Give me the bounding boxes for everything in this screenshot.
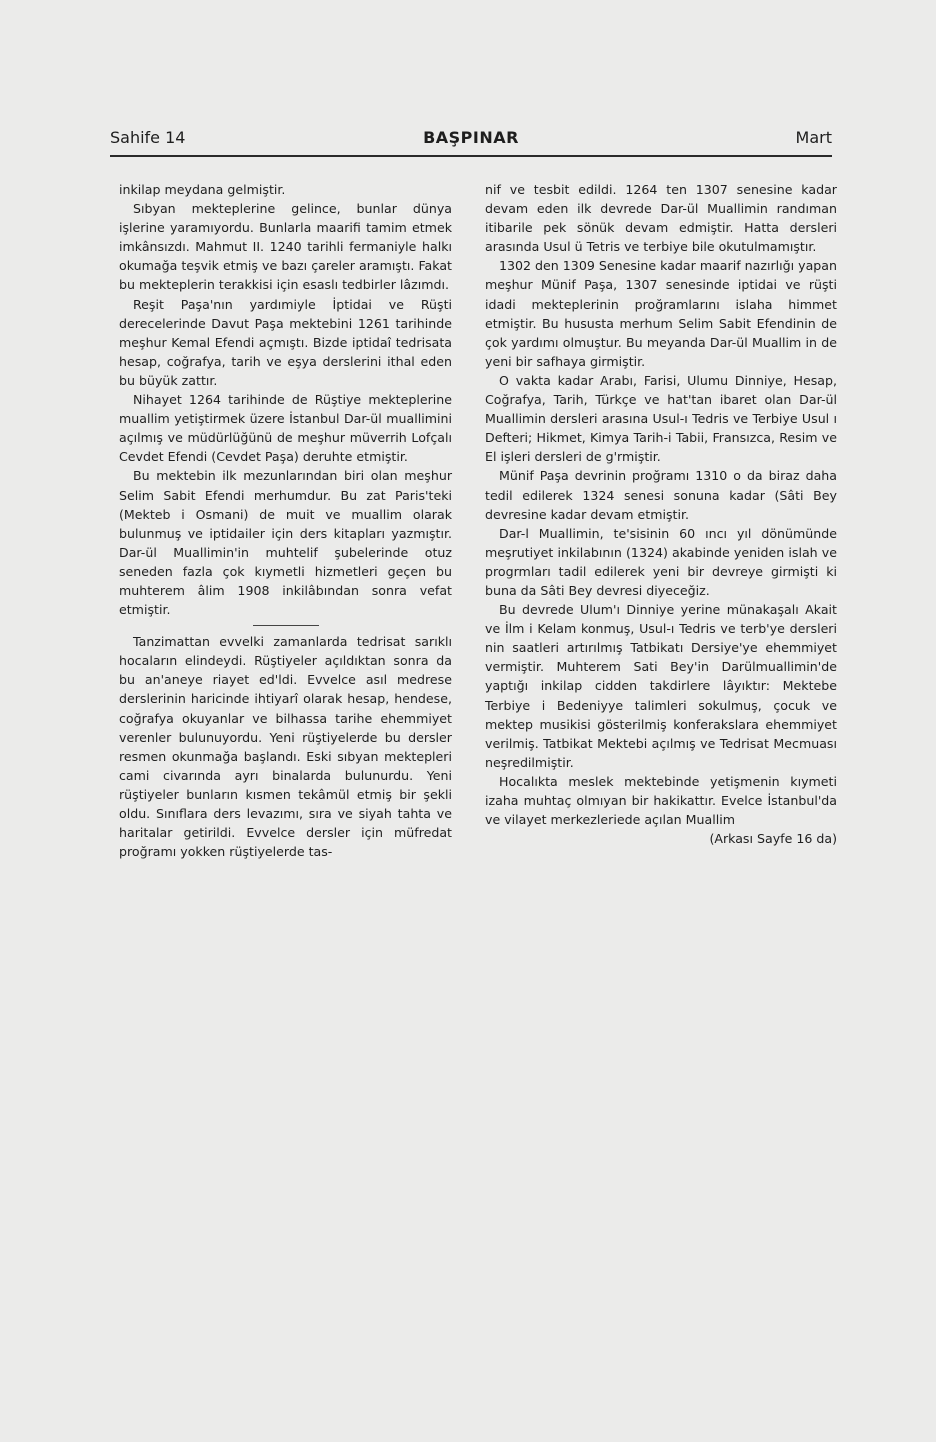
- publication-title: BAŞPINAR: [423, 128, 519, 147]
- paragraph: inkilap meydana gelmiştir.: [119, 182, 286, 197]
- page-header: [110, 128, 832, 158]
- paragraph: nif ve tesbit edildi. 1264 ten 1307 senesine kadar devam eden ilk devrede Dar-ül Muallimin randıman itibarile pek sönük devam edmiştir. Hatta dersleri arasında Usul ü Tetris ve terbiye bile okutulmamıştır.: [485, 182, 837, 255]
- paragraph: Reşit Paşa'nın yardımiyle İptidai ve Rüşti derecelerinde Davut Paşa mektebini 1261 tarihinde meşhur Kemal Efendi açmıştı. Bizde iptidaî tedrisata hesap, coğrafya, tarih ve eşya derslerini ithal eden bu büyük zattır.: [119, 296, 452, 388]
- paragraph: Bu mektebin ilk mezunlarından biri olan meşhur Selim Sabit Efendi merhumdur. Bu zat Paris'teki (Mekteb i Osmani) de muit ve muallim olarak bulunmuş ve iptidailer için ders kitapları yazmıştır. Dar-ül Muallimin'in muhtelif şubelerinde otuz seneden fazla çok kıymetli hizmetleri geçen bu muhterem âlim 1908 inkilâbından sonra vefat etmiştir.: [119, 468, 452, 618]
- right-column: [485, 180, 837, 1320]
- header-rule: [110, 155, 832, 157]
- issue-month: Mart: [795, 128, 832, 147]
- paragraph: Tanzimattan evvelki zamanlarda tedrisat sarıklı hocaların elindeydi. Rüştiyeler açıldıktan sonra da bu an'aneye riayet ed'ldi. Evvelce asıl medrese derslerinin haricinde ihtiyarî olarak hesap, hendese, coğrafya okuyanlar ve bilhassa tarihe ehemmiyet verenler bulunuyordu. Yeni rüştiyelerde bu dersler resmen okunmağa başlandı. Eski sıbyan mektepleri cami civarında ayrı binalarda bulunurdu. Yeni rüştiyeler bunların kısmen tekâmül etmiş bir şekli oldu. Sınıflara ders levazımı, sıra ve siyah tahta ve haritalar getirildi. Evvelce dersler için müfredat proğramı yokken rüştiyelerde tas-: [119, 634, 452, 860]
- paragraph: Dar-l Muallimin, te'sisinin 60 ıncı yıl dönümünde meşrutiyet inkilabının (1324) akabinde yeniden islah ve progrmları tadil edilerek yeni bir devreye girmişti ki buna da Sâti Bey devresi diyeceğiz.: [485, 525, 837, 598]
- section-divider: [253, 625, 319, 626]
- continuation-note: (Arkası Sayfe 16 da): [709, 831, 837, 847]
- page-number-label: Sahife 14: [110, 128, 186, 147]
- paragraph: Sıbyan mekteplerine gelince, bunlar dünya işlerine yaramıyordu. Bunlarla maarifi tamim etmek imkânsızdı. Mahmut II. 1240 tarihli fermaniyle halkı okumağa teşvik etmiş ve bazı çareler aramıştı. Fakat bu mekteplerin terakkisi için esaslı tedbirler lâzımdı.: [119, 201, 452, 293]
- paragraph: 1302 den 1309 Senesine kadar maarif nazırlığı yapan meşhur Münif Paşa, 1307 senesinde iptidai ve rüşti idadi mekteplerinin proğramlarını islaha himmet etmiştir. Bu hususta merhum Selim Sabit Efendinin de çok yardımı olmuştur. Bu meyanda Dar-ül Muallim in de yeni bir safhaya girmiştir.: [485, 258, 837, 369]
- paragraph: O vakta kadar Arabı, Farisi, Ulumu Dinniye, Hesap, Coğrafya, Tarih, Türkçe ve hat'tan ibaret olan Dar-ül Muallimin dersleri arasına Usul-ı Tedris ve Terbiye Usul ı Defteri; Hikmet, Kimya Tarih-i Tabii, Fransızca, Resim ve El işleri dersleri de g'rmiştir.: [485, 372, 837, 465]
- paragraph: Münif Paşa devrinin proğramı 1310 o da biraz daha tedil edilerek 1324 senesi sonuna kadar (Sâti Bey devresine kadar devam etmiştir.: [485, 468, 837, 522]
- left-column: [119, 180, 452, 1320]
- paragraph: Bu devrede Ulum'ı Dinniye yerine münakaşalı Akait ve İlm i Kelam konmuş, Usul-ı Tedris ve terb'ye dersleri nin saatleri artırılmış Tatbikatı Dersiye'ye ehemmiyet vermiştir. Muhterem Sati Bey'in Darülmuallimin'de yaptığı inkilap cidden takdirlere lâyıktır: Mektebe Terbiye i Bedeniyye talimleri sokulmuş, çocuk ve mektep musikisi gösterilmiş konferakslara ehemmiyet verilmiş. Tatbikat Mektebi açılmış ve Tedrisat Mecmuası neşredilmiştir.: [485, 602, 837, 770]
- paragraph: Hocalıkta meslek mektebinde yetişmenin kıymeti izaha muhtaç olmıyan bir hakikattır. Evelce İstanbul'da ve vilayet merkezleriede açılan Muallim: [485, 773, 837, 828]
- paragraph: Nihayet 1264 tarihinde de Rüştiye mekteplerine muallim yetiştirmek üzere İstanbul Dar-ül muallimini açılmış ve müdürlüğünü de meşhur müverrih Lofçalı Cevdet Efendi (Cevdet Paşa) deruhte etmiştir.: [119, 392, 452, 465]
